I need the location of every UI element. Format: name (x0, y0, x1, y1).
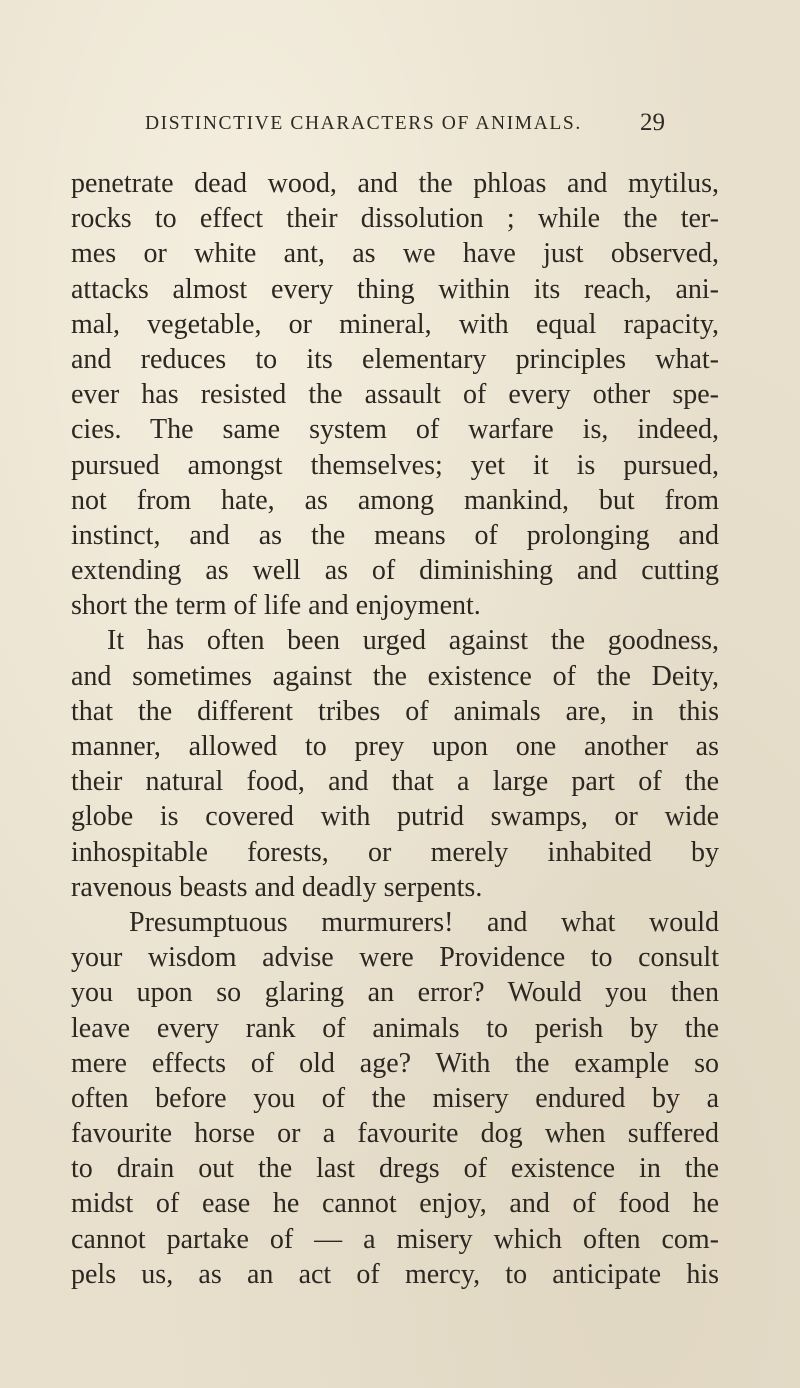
text-line: pursued amongst themselves; yet it is pursued, (71, 449, 719, 481)
text-line: globe is covered with putrid swamps, or wide (71, 801, 719, 833)
running-head (145, 109, 665, 143)
text-line: midst of ease he cannot enjoy, and of food he (71, 1188, 719, 1220)
text-line: often before you of the misery endured by a (71, 1082, 719, 1114)
text-line: rocks to effect their dissolution ; while the ter- (71, 203, 719, 235)
text-line: favourite horse or a favourite dog when suffered (71, 1118, 719, 1150)
text-line: cannot partake of — a misery which often com- (71, 1223, 719, 1255)
text-line: penetrate dead wood, and the phloas and mytilus, (71, 168, 719, 199)
text-line: their natural food, and that a large part of the (71, 766, 719, 798)
text-line: pels us, as an act of mercy, to anticipate his (71, 1258, 719, 1290)
text-line: extending as well as of diminishing and cutting (71, 555, 719, 587)
text-line: mes or white ant, as we have just observed, (71, 238, 719, 270)
text-line: that the different tribes of animals are, in this (71, 695, 719, 727)
text-line: to drain out the last dregs of existence in the (71, 1153, 719, 1185)
text-line: manner, allowed to prey upon one another as (71, 731, 719, 762)
text-line: not from hate, as among mankind, but from (71, 484, 719, 516)
paragraph (71, 623, 719, 905)
body-text (71, 166, 719, 1292)
text-line: mere effects of old age? With the example so (71, 1047, 719, 1079)
text-line: your wisdom advise were Providence to consult (71, 942, 719, 974)
paragraph (71, 905, 719, 1292)
text-line: mal, vegetable, or mineral, with equal rapacity, (71, 308, 719, 340)
text-line: It has often been urged against the goodness, (107, 625, 719, 657)
text-line: and sometimes against the existence of the Deity, (71, 660, 719, 692)
running-title: DISTINCTIVE CHARACTERS OF ANIMALS. (145, 113, 582, 134)
text-line: instinct, and as the means of prolonging and (71, 519, 719, 551)
text-line: inhospitable forests, or merely inhabited by (71, 836, 719, 868)
text-line: Presumptuous murmurers! and what would (129, 906, 719, 938)
text-line: short the term of life and enjoyment. (71, 590, 481, 622)
text-line: leave every rank of animals to perish by the (71, 1012, 719, 1044)
text-line: you upon so glaring an error? Would you then (71, 977, 719, 1009)
text-line: cies. The same system of warfare is, indeed, (71, 414, 719, 446)
text-line: ravenous beasts and deadly serpents. (71, 871, 483, 903)
text-line: ever has resisted the assault of every other spe- (71, 379, 719, 411)
text-line: and reduces to its elementary principles what- (71, 343, 719, 375)
paragraph (71, 166, 719, 623)
page-number: 29 (640, 109, 665, 136)
text-line: attacks almost every thing within its reach, ani- (71, 273, 719, 305)
